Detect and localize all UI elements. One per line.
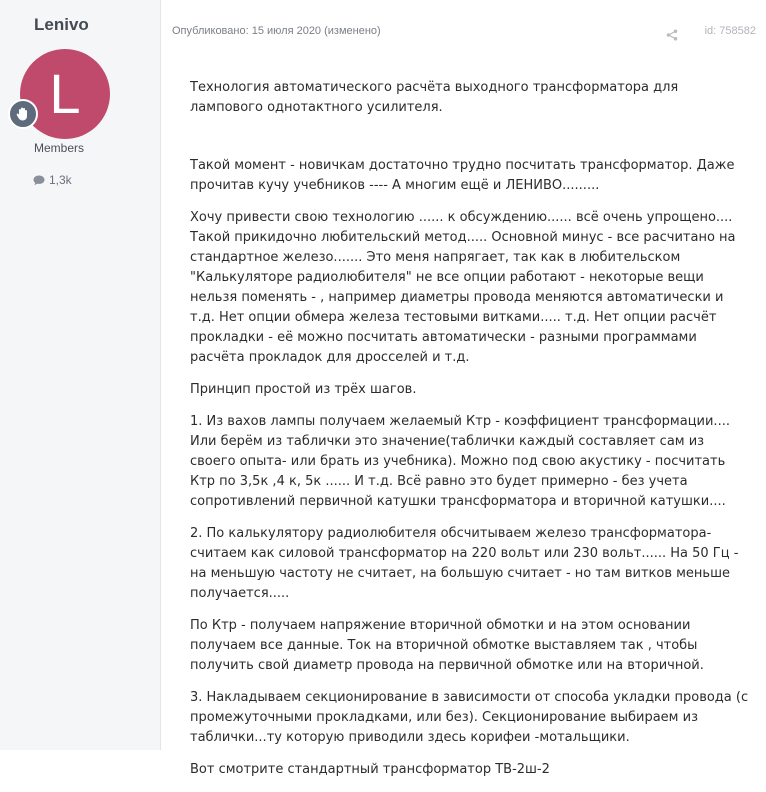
post-count-value: 1,3k: [49, 173, 72, 187]
published-date[interactable]: Опубликовано: 15 июля 2020 (изменено): [172, 25, 381, 37]
post-paragraph: Принцип простой из трёх шагов.: [190, 382, 417, 397]
post-count: [33, 173, 72, 187]
post-paragraph: 3. Накладываем секционирование в зависимости от способа укладки провода (с промежуточными прокладками, или без). Секционирование выбираем из таблички...ту которую приводили здесь корифеи -мотальщики.: [190, 690, 749, 745]
member-group: Members: [34, 141, 85, 155]
post-paragraph: 2. По калькулятору радиолюбителя обсчитываем железо трансформатора- считаем как силовой трансформатор на 220 вольт или 230 вольт...... На 50 Гц - на меньшую частоту не считает, на большую считает - но там витков меньше получается.....: [190, 526, 739, 601]
share-icon[interactable]: [666, 25, 678, 51]
author-name[interactable]: Lenivo: [34, 15, 89, 34]
post-paragraph: По Ктр - получаем напряжение вторичной обмотки и на этом основании получаем все данные. Ток на вторичной обмотке выставляем так , чтобы получить свой диаметр провода на первичной обмотке или на вторичной.: [190, 618, 704, 673]
post-paragraph: Вот смотрите стандартный трансформатор ТВ-2ш-2: [190, 762, 550, 777]
comment-icon: [33, 175, 45, 186]
hand-wave-icon: [8, 99, 38, 129]
post-paragraph: Такой момент - новичкам достаточно трудно посчитать трансформатор. Даже прочитав кучу учебников ---- А многим ещё и ЛЕНИВО.........: [190, 158, 735, 193]
post-id[interactable]: id: 758582: [704, 25, 756, 37]
post-body: [190, 78, 750, 792]
post-paragraph: Хочу привести свою технологию ...... к обсуждению...... всё очень упрощено.... Такой прикидочно любительский метод..... Основной минус - все расчитано на стандартное железо....... Это меня напрягает, так как в любительском "Калькуляторе радиолюбителя" не все опции работают - некоторые вещи нельзя поменять - , например диаметры провода меняются автоматически и т.д. Нет опции обмера железа тестовыми витками..... т.д. Нет опции расчёт прокладки - её можно посчитать автоматически - разными программами расчёта прокладок для дросселей и т.д.: [190, 210, 736, 365]
post-paragraph: 1. Из вахов лампы получаем желаемый Ктр - коэффициент трансформации.... Или берём из таблички это значение(таблички каждый составляет сам из своего опыта- или брать из учебника). Можно под свою акустику - посчитать Ктр по 3,5к ,4 к, 5к ...... И т.д. Всё равно это будет примерно - без учета сопротивлений первичной катушки трансформатора и вторичной катушки....: [190, 414, 730, 509]
post-header: [172, 18, 766, 44]
avatar[interactable]: L: [20, 49, 110, 139]
post-paragraph: Технология автоматического расчёта выходного трансформатора для лампового однотактного усилителя.: [190, 80, 679, 115]
author-panel: [0, 0, 161, 750]
